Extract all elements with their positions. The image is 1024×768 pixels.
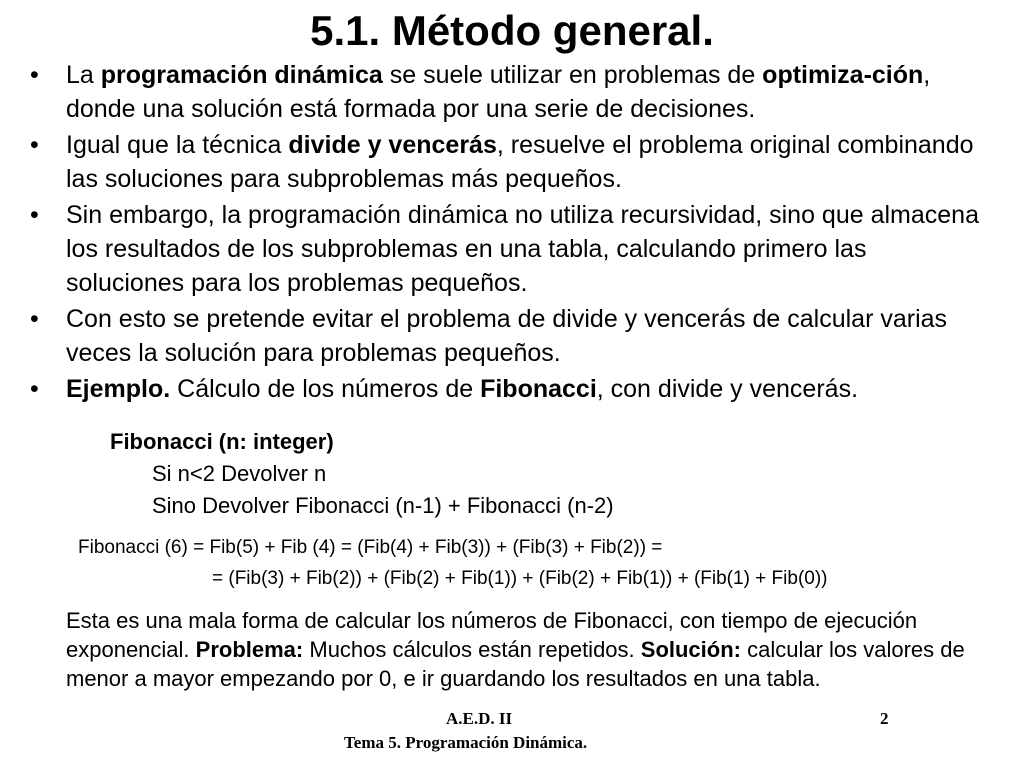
- fibonacci-expansion-line: Fibonacci (6) = Fib(5) + Fib (4) = (Fib(4) + Fib(3)) + (Fib(3) + Fib(2)) =: [78, 537, 663, 558]
- bullet-bold-text: Fibonacci: [480, 375, 597, 403]
- bullet-text: , con divide y vencerás.: [596, 375, 859, 403]
- pseudocode-block: [110, 426, 614, 522]
- bullet-bold-text: Ejemplo.: [66, 375, 171, 403]
- bullet-text: , resuelve el problema original combinando las soluciones para subproblemas más pequeños.: [66, 131, 974, 193]
- conclusion-paragraph: [66, 606, 986, 693]
- paragraph-text: Esta es una mala forma de calcular los números de Fibonacci, con tiempo de ejecución exponencial.: [66, 608, 918, 662]
- footer-topic: Tema 5. Programación Dinámica.: [344, 733, 588, 752]
- slide-title: 5.1. Método general.: [310, 7, 714, 54]
- bullet-marker: [30, 128, 50, 162]
- bullet-bold-text: optimiza-ción: [762, 61, 924, 89]
- paragraph-text: calcular los valores de menor a mayor empezando por 0, e ir guardando los resultados en una tabla.: [66, 637, 965, 691]
- bullet-text: Con esto se pretende evitar el problema de divide y vencerás de calcular varias veces la solución para problemas pequeños.: [66, 305, 948, 367]
- bullet-text: Cálculo de los números de: [170, 375, 481, 403]
- bullet-marker: [30, 58, 50, 92]
- bullet-text: Sin embargo, la programación dinámica no utiliza recursividad, sino que almacena los resultados de los subproblemas en una tabla, calculando primero las soluciones para los problemas pequeños.: [66, 201, 979, 297]
- paragraph-bold-text: Solución:: [640, 637, 741, 662]
- bullet-item: [30, 58, 990, 126]
- function-signature: Fibonacci (n: integer): [110, 429, 334, 454]
- paragraph-text: Muchos cálculos están repetidos.: [303, 637, 641, 662]
- code-line: Sino Devolver Fibonacci (n-1) + Fibonacci (n-2): [152, 493, 614, 518]
- bullet-text: Igual que la técnica: [66, 131, 289, 159]
- bullet-marker: [30, 302, 50, 336]
- bullet-list: [30, 58, 990, 408]
- fibonacci-expansion-line: = (Fib(3) + Fib(2)) + (Fib(2) + Fib(1)) + (Fib(2) + Fib(1)) + (Fib(1) + Fib(0)): [212, 568, 828, 589]
- bullet-item: [30, 198, 990, 300]
- code-line: Si n<2 Devolver n: [152, 461, 327, 486]
- bullet-marker: [30, 198, 50, 232]
- bullet-bold-text: programación dinámica: [100, 61, 383, 89]
- bullet-text: La: [66, 61, 101, 89]
- bullet-item: [30, 372, 990, 406]
- footer-page-number: 2: [880, 709, 889, 728]
- bullet-text: se suele utilizar en problemas de: [382, 61, 763, 89]
- footer-course: A.E.D. II: [446, 709, 513, 728]
- bullet-marker: [30, 372, 50, 406]
- bullet-bold-text: divide y vencerás: [288, 131, 497, 159]
- bullet-item: [30, 302, 990, 370]
- bullet-text: , donde una solución está formada por una serie de decisiones.: [66, 61, 931, 123]
- paragraph-bold-text: Problema:: [195, 637, 304, 662]
- bullet-item: [30, 128, 990, 196]
